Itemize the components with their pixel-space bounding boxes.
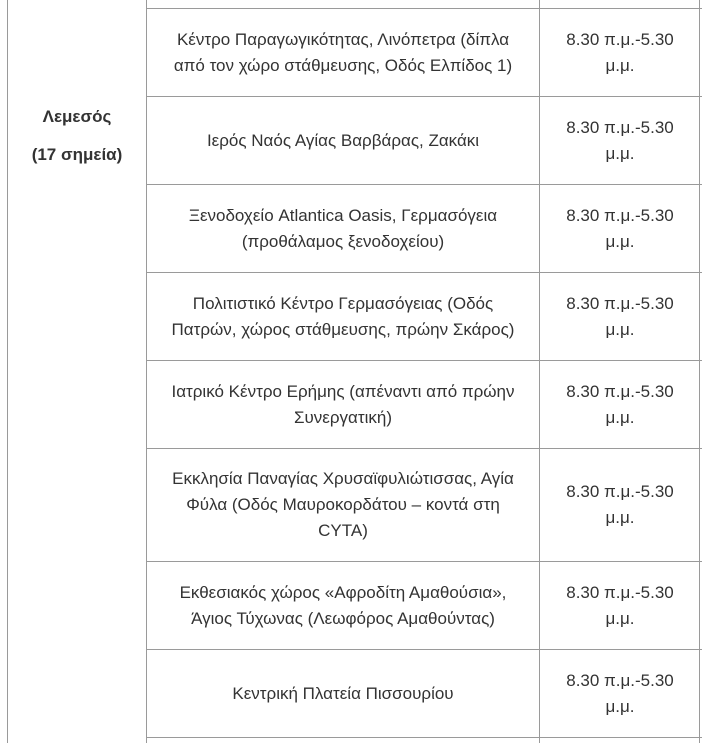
table-row-hours	[541, 97, 699, 184]
district-count: (17 σημεία)	[31, 145, 123, 164]
district-name: Λεμεσός	[42, 107, 112, 126]
table-row-hours	[541, 562, 699, 649]
hours-text: 8.30 π.μ.-5.30 μ.μ.	[566, 482, 674, 527]
table-row-location	[148, 273, 538, 360]
table-row-location	[148, 650, 538, 737]
hours-text: 8.30 π.μ.-5.30 μ.μ.	[566, 293, 674, 339]
table-row-location	[148, 97, 538, 184]
hours-text: 8.30 π.μ.-5.30 μ.μ.	[566, 582, 674, 628]
table-row-hours	[541, 9, 699, 96]
location-text: Κέντρο Παραγωγικότητας, Λινόπετρα (δίπλα από τον χώρο στάθμευσης, Οδός Ελπίδος 1)	[173, 29, 513, 75]
column-divider-district	[146, 0, 147, 743]
hours-text: 8.30 π.μ.-5.30 μ.μ.	[566, 117, 674, 163]
table-row-hours	[541, 361, 699, 448]
table-row-hours	[541, 449, 699, 561]
table-row-location	[148, 361, 538, 448]
table-row-location	[148, 449, 538, 561]
location-text: Πολιτιστικό Κέντρο Γερμασόγειας (Οδός Πατρών, χώρος στάθμευσης, πρώην Σκάρος)	[171, 293, 515, 339]
location-text: Εκκλησία Παναγίας Χρυσαϊφυλιώτισσας, Αγία Φύλα (Οδός Μαυροκορδάτου – κοντά στη CYTA)	[172, 469, 514, 540]
column-divider-hours	[539, 0, 540, 743]
row-divider	[147, 737, 702, 738]
hours-text: 8.30 π.μ.-5.30 μ.μ.	[566, 670, 674, 716]
hours-text: 8.30 π.μ.-5.30 μ.μ.	[566, 205, 674, 251]
table-row-location	[148, 9, 538, 96]
location-text: Ξενοδοχείο Atlantica Oasis, Γερμασόγεια (προθάλαμος ξενοδοχείου)	[188, 205, 498, 251]
district-cell	[8, 98, 146, 174]
hours-text: 8.30 π.μ.-5.30 μ.μ.	[566, 29, 674, 75]
table-row-hours	[541, 650, 699, 737]
location-text: Ιερός Ναός Αγίας Βαρβάρας, Ζακάκι	[206, 130, 480, 150]
table-row-hours	[541, 185, 699, 272]
table-row-location	[148, 185, 538, 272]
location-text: Κεντρική Πλατεία Πισσουρίου	[232, 683, 454, 703]
table-border-right	[699, 0, 700, 743]
table-row-hours	[541, 273, 699, 360]
hours-text: 8.30 π.μ.-5.30 μ.μ.	[566, 381, 674, 427]
location-text: Ιατρικό Κέντρο Ερήμης (απέναντι από πρώην Συνεργατική)	[171, 381, 515, 427]
table-row-location	[148, 562, 538, 649]
location-text: Εκθεσιακός χώρος «Αφροδίτη Αμαθούσια», Άγιος Τύχωνας (Λεωφόρος Αμαθούντας)	[179, 582, 507, 628]
